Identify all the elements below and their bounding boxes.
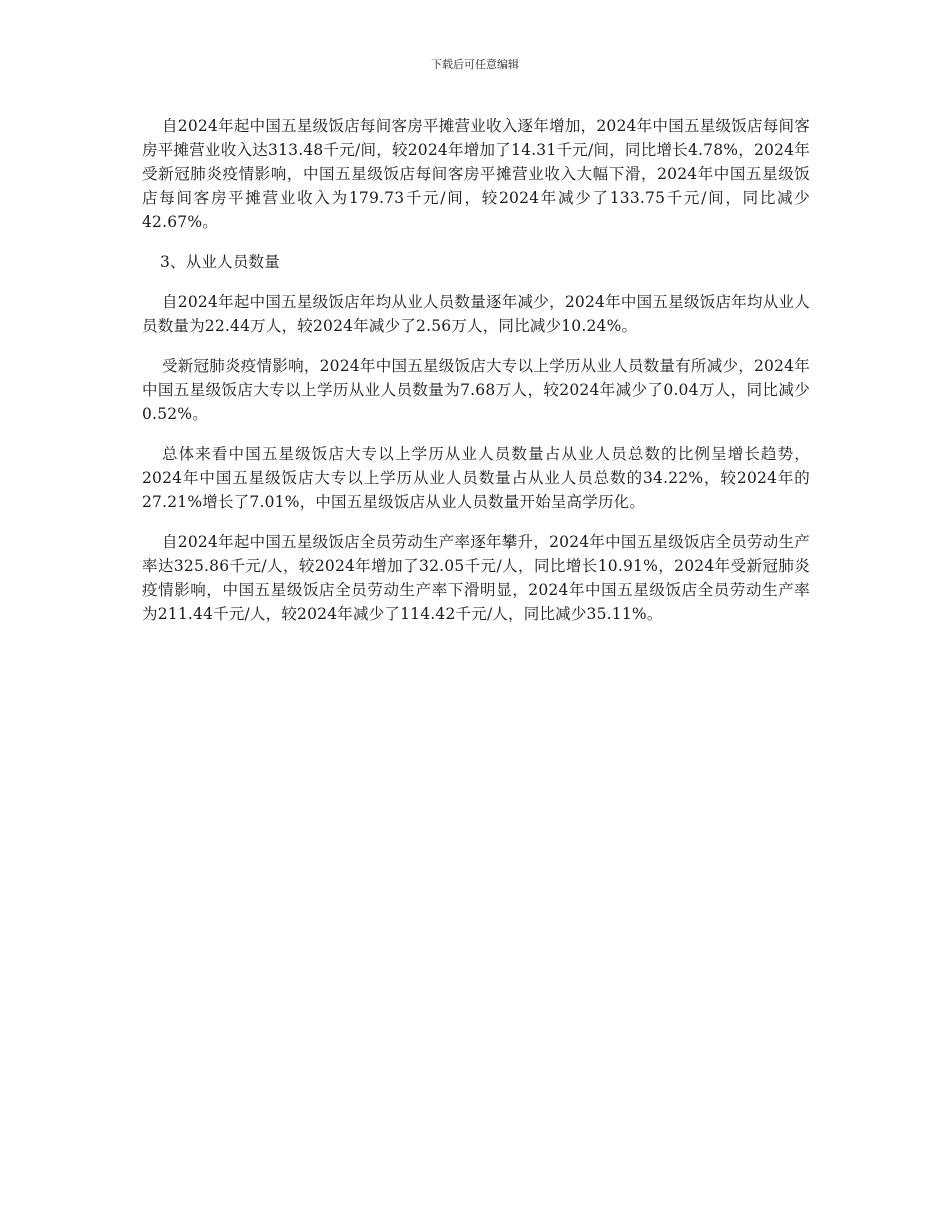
paragraph-college-staff: 受新冠肺炎疫情影响，2024年中国五星级饭店大专以上学历从业人员数量有所减少，2024年中国五星级饭店大专以上学历从业人员数量为7.68万人，较2024年减少了0.04万人，同比减少0.52%。: [142, 357, 810, 423]
paragraph-college-ratio: 总体来看中国五星级饭店大专以上学历从业人员数量占从业人员总数的比例呈增长趋势，2024年中国五星级饭店大专以上学历从业人员数量占从业人员总数的34.22%，较2024年的27.21%增长了7.01%，中国五星级饭店从业人员数量开始呈高学历化。: [142, 445, 810, 511]
paragraph-labor-productivity: 自2024年起中国五星级饭店全员劳动生产率逐年攀升，2024年中国五星级饭店全员劳动生产率达325.86千元/人，较2024年增加了32.05千元/人，同比增长10.91%，2024年受新冠肺炎疫情影响，中国五星级饭店全员劳动生产率下滑明显，2024年中国五星级饭店全员劳动生产率为211.44千元/人，较2024年减少了114.42千元/人，同比减少35.11%。: [142, 533, 810, 623]
paragraph-staff-count: 自2024年起中国五星级饭店年均从业人员数量逐年减少，2024年中国五星级饭店年均从业人员数量为22.44万人，较2024年减少了2.56万人，同比减少10.24%。: [142, 293, 810, 335]
document-body: [142, 114, 810, 642]
page-header: 下载后可任意编辑: [431, 58, 519, 71]
paragraph-room-revenue: 自2024年起中国五星级饭店每间客房平摊营业收入逐年增加，2024年中国五星级饭店每间客房平摊营业收入达313.48千元/间，较2024年增加了14.31千元/间，同比增长4.78%，2024年受新冠肺炎疫情影响，中国五星级饭店每间客房平摊营业收入大幅下滑，2024年中国五星级饭店每间客房平摊营业收入为179.73千元/间，较2024年减少了133.75千元/间，同比减少42.67%。: [142, 117, 810, 231]
section-heading-staff-count: 3、从业人员数量: [160, 253, 280, 271]
